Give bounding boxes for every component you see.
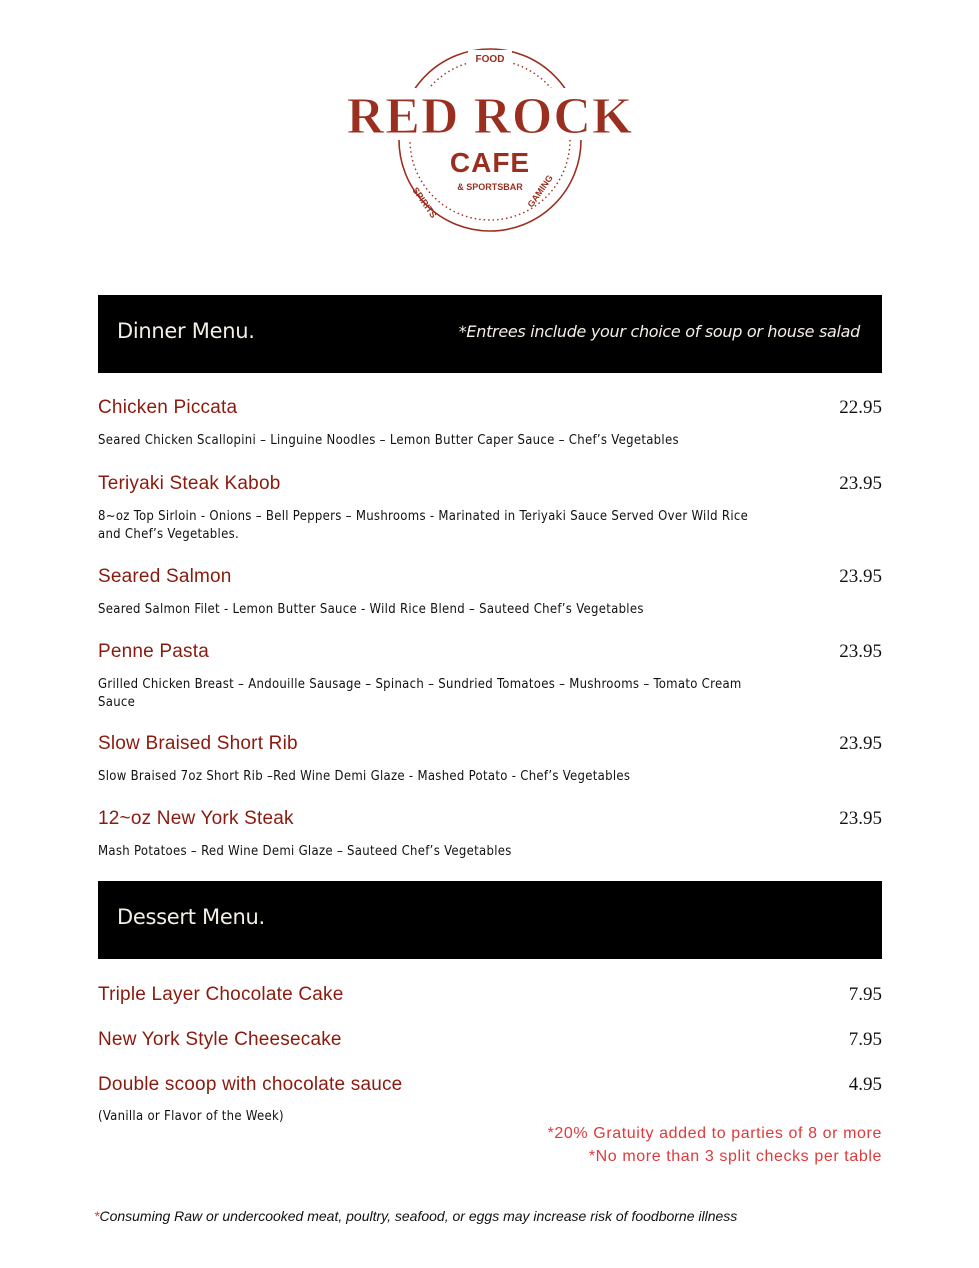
item-price: 23.95 xyxy=(839,733,882,754)
item-price: 7.95 xyxy=(848,984,882,1005)
item-price: 7.95 xyxy=(848,1029,882,1050)
item-name: Seared Salmon xyxy=(98,566,232,587)
item-description: Seared Chicken Scallopini – Linguine Noodles – Lemon Butter Caper Sauce – Chef’s Vegetables xyxy=(98,433,679,448)
item-description: (Vanilla or Flavor of the Week) xyxy=(98,1109,284,1124)
logo-ring-left: SPIRITS xyxy=(410,185,439,220)
item-name: Penne Pasta xyxy=(98,641,210,662)
restaurant-logo xyxy=(320,30,660,250)
gratuity-policy: *20% Gratuity added to parties of 8 or more xyxy=(547,1125,882,1142)
logo-main-text: RED ROCK xyxy=(346,88,634,145)
item-name: Double scoop with chocolate sauce xyxy=(98,1074,403,1095)
split-check-policy: *No more than 3 split checks per table xyxy=(588,1148,882,1165)
item-name: Slow Braised Short Rib xyxy=(98,733,298,754)
item-description: Slow Braised 7oz Short Rib –Red Wine Demi Glaze - Mashed Potato - Chef’s Vegetables xyxy=(98,769,631,784)
logo-tagline: & SPORTSBAR xyxy=(457,182,523,192)
item-price: 23.95 xyxy=(839,566,882,587)
item-name: 12~oz New York Steak xyxy=(98,808,294,829)
item-name: Triple Layer Chocolate Cake xyxy=(98,984,344,1005)
item-description: Mash Potatoes – Red Wine Demi Glaze – Sauteed Chef’s Vegetables xyxy=(98,844,512,859)
item-price: 23.95 xyxy=(839,473,882,494)
logo-emblem-icon xyxy=(320,30,660,250)
logo-ring-top: FOOD xyxy=(475,54,505,65)
item-price: 4.95 xyxy=(848,1074,882,1095)
dinner-menu-header xyxy=(98,295,882,373)
item-name: New York Style Cheesecake xyxy=(98,1029,342,1050)
dessert-menu-header xyxy=(98,881,882,959)
disclaimer-text: Consuming Raw or undercooked meat, poultry, seafood, or eggs may increase risk of foodborne illness xyxy=(99,1208,738,1224)
item-price: 23.95 xyxy=(839,808,882,829)
item-price: 23.95 xyxy=(839,641,882,662)
item-price: 22.95 xyxy=(839,397,882,418)
dessert-menu-title: Dessert Menu. xyxy=(117,905,265,929)
food-safety-disclaimer xyxy=(94,1208,737,1224)
logo-ring-right: GAMING xyxy=(525,173,555,210)
item-name: Teriyaki Steak Kabob xyxy=(98,473,281,494)
entrees-note: *Entrees include your choice of soup or house salad xyxy=(458,322,860,341)
logo-sub-text: CAFE xyxy=(449,147,531,178)
item-name: Chicken Piccata xyxy=(98,397,238,418)
dinner-menu-title: Dinner Menu. xyxy=(117,319,255,343)
item-description: Seared Salmon Filet - Lemon Butter Sauce - Wild Rice Blend – Sauteed Chef’s Vegetables xyxy=(98,602,644,617)
item-description: Grilled Chicken Breast – Andouille Sausage – Spinach – Sundried Tomatoes – Mushrooms – Tomato Cream Sauce xyxy=(98,677,742,710)
disclaimer-asterisk: * xyxy=(94,1208,100,1224)
item-description: 8~oz Top Sirloin - Onions – Bell Peppers – Mushrooms - Marinated in Teriyaki Sauce Served Over Wild Rice and Chef’s Vegetables. xyxy=(98,509,749,542)
